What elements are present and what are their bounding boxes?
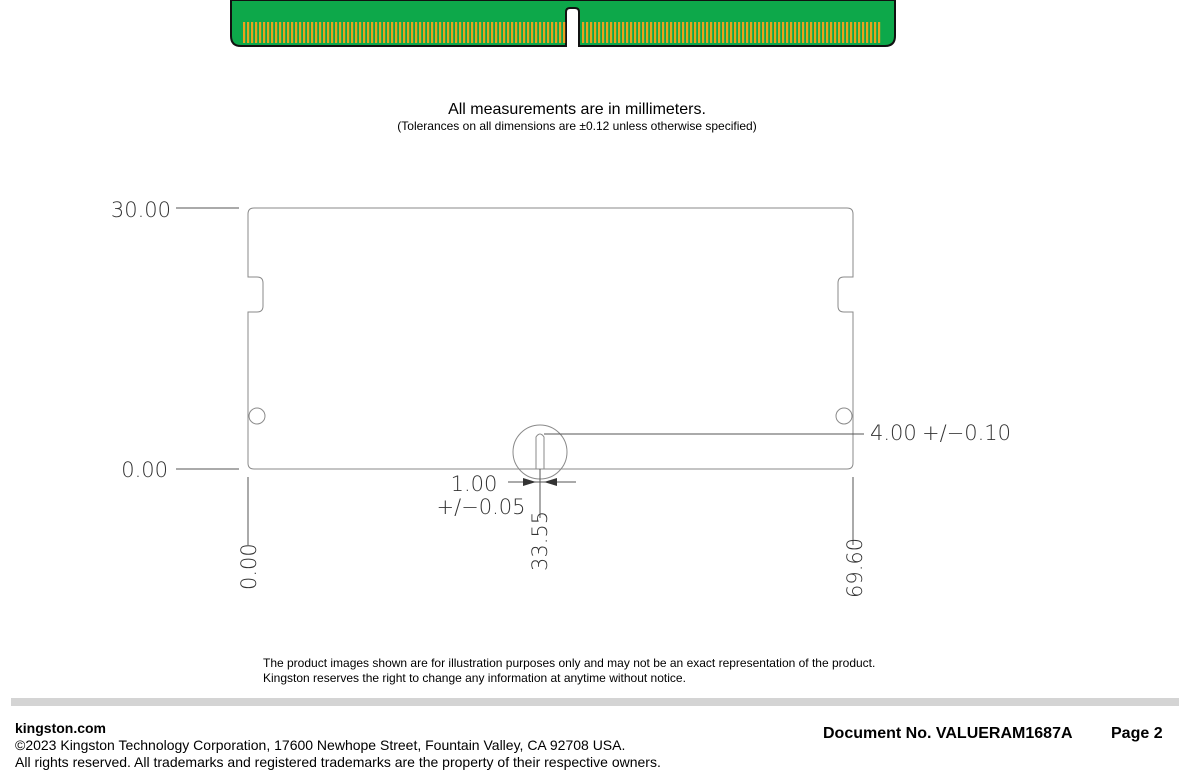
- measurement-note: All measurements are in millimeters.: [448, 101, 706, 118]
- dim-width-right: 69.60: [843, 537, 867, 598]
- dim-width-left: 0.00: [237, 543, 261, 590]
- dim-notch-position: 33.55: [528, 510, 552, 571]
- disclaimer: [263, 656, 875, 686]
- disclaimer-line-1: The product images shown are for illustration purposes only and may not be an exact representation of the product.: [263, 656, 876, 670]
- mounting-hole-right: [836, 408, 852, 424]
- mounting-hole-left: [249, 408, 265, 424]
- notch: [536, 434, 544, 469]
- tolerance-note: (Tolerances on all dimensions are ±0.12 unless otherwise specified): [397, 119, 757, 133]
- footer-copyright: ©2023 Kingston Technology Corporation, 17600 Newhope Street, Fountain Valley, CA 92708 USA.: [15, 737, 626, 753]
- document-number: Document No. VALUERAM1687A: [823, 725, 1073, 742]
- arrow-left: [523, 478, 536, 486]
- page-number: Page 2: [1111, 725, 1163, 742]
- footer-divider: [11, 698, 1179, 706]
- footer-rights: All rights reserved. All trademarks and registered trademarks are the property of their respective owners.: [15, 754, 661, 770]
- dim-notch-width: 1.00: [450, 472, 498, 496]
- dim-notch-depth: 4.00: [870, 421, 917, 445]
- dim-height-top: 30.00: [110, 198, 171, 222]
- arrow-right: [544, 478, 557, 486]
- board-outline: [248, 208, 853, 469]
- disclaimer-line-2: Kingston reserves the right to change any information at anytime without notice.: [263, 671, 686, 685]
- dim-notch-depth-tolerance: +/−0.10: [922, 421, 1012, 445]
- dim-notch-width-tolerance: +/−0.05: [436, 495, 526, 519]
- footer-site-link[interactable]: kingston.com: [15, 720, 107, 736]
- dim-height-bottom: 0.00: [121, 458, 168, 482]
